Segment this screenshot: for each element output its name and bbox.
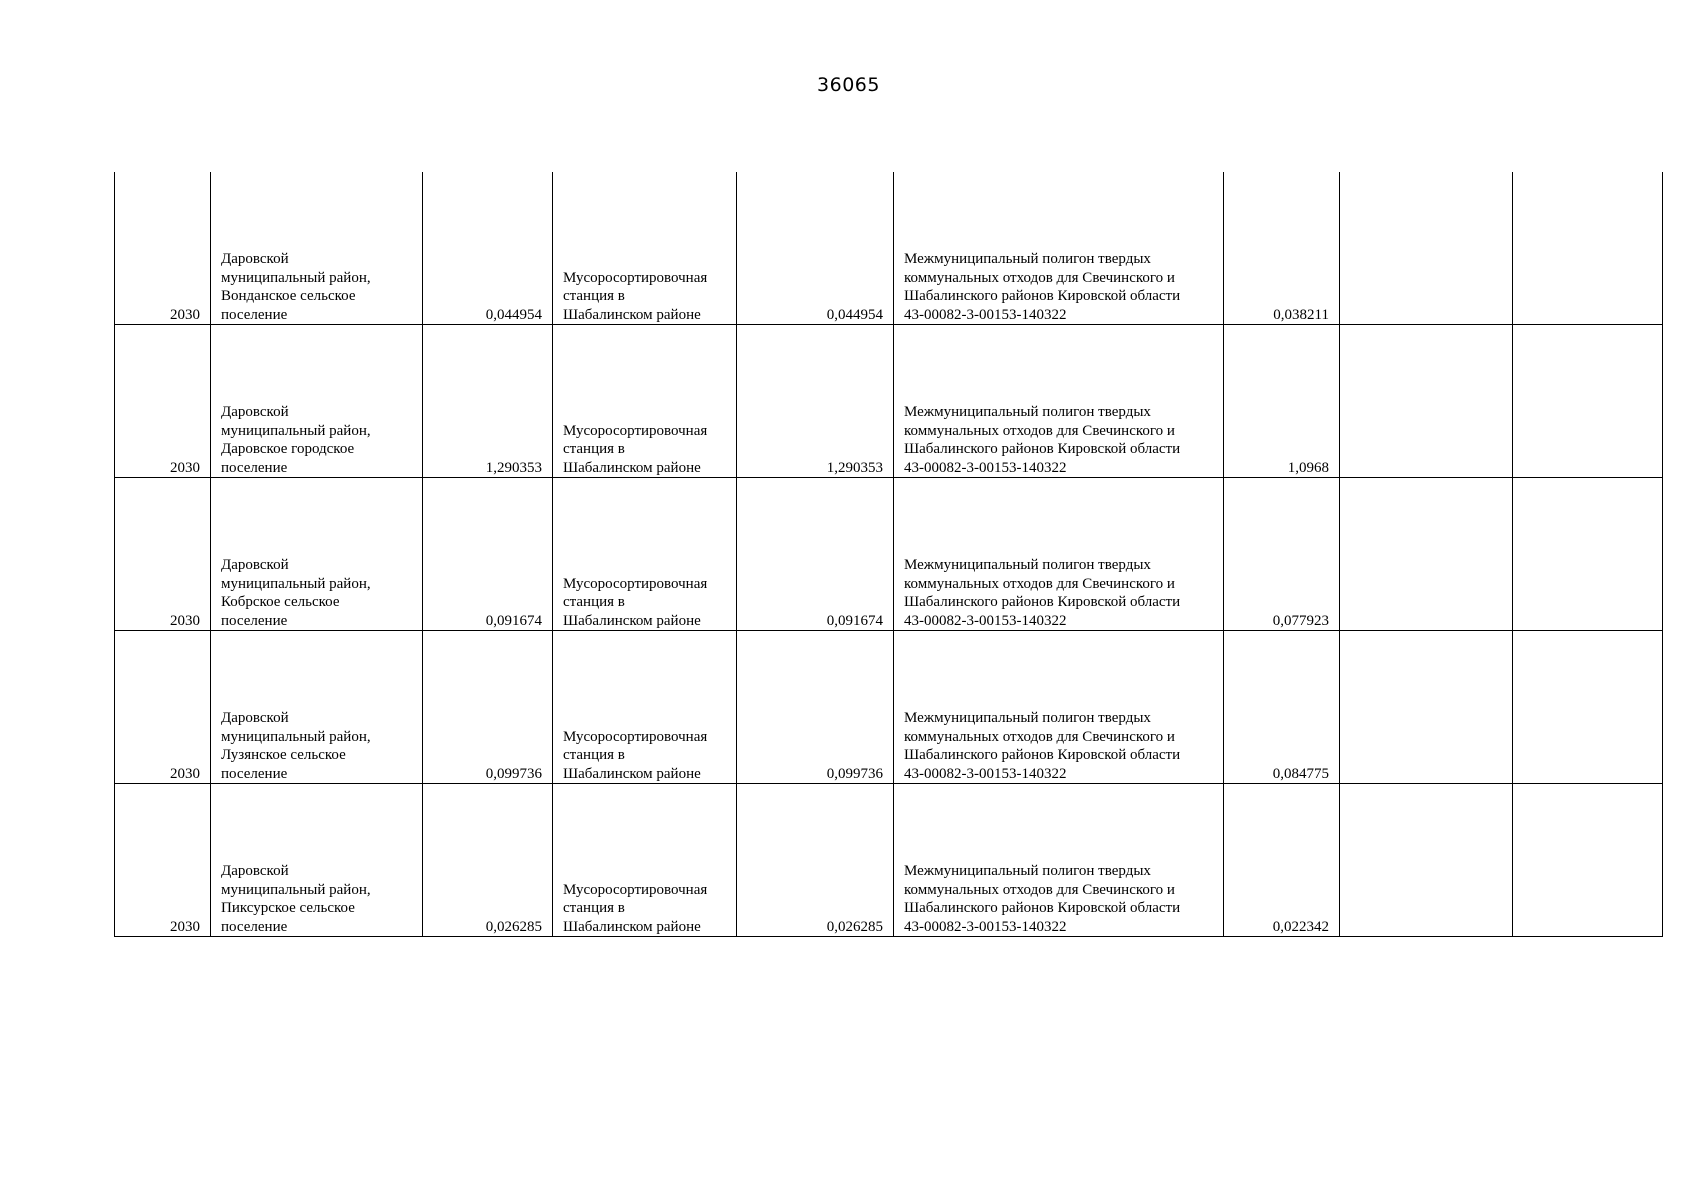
source-municipality-cell-text: Даровской муниципальный район, Вонданское сельское поселение [221,251,371,323]
processing-facility-cell [553,325,737,478]
mass-generated-cell [423,172,553,325]
empty-cell [1340,478,1513,631]
source-municipality-cell-text: Даровской муниципальный район, Кобрское сельское поселение [221,557,371,629]
mass-to-disposal-cell-text: 1,0968 [1287,459,1329,476]
mass-to-facility-cell [737,325,894,478]
mass-to-disposal-cell [1224,631,1340,784]
mass-to-disposal-cell [1224,172,1340,325]
mass-generated-cell [423,478,553,631]
table-row [115,631,1663,784]
empty-cell [1340,325,1513,478]
empty-cell [1513,478,1663,631]
mass-generated-cell [423,784,553,937]
mass-generated-cell [423,325,553,478]
source-municipality-cell-text: Даровской муниципальный район, Даровское городское поселение [221,404,371,476]
mass-to-facility-cell-text: 0,026285 [826,918,883,935]
processing-facility-cell-text: Мусоросортировочная станция в Шабалинском районе [563,422,708,476]
disposal-site-cell [894,631,1224,784]
source-municipality-cell [211,172,423,325]
disposal-site-cell-text: Межмуниципальный полигон твердых коммунальных отходов для Свечинского и Шабалинского районов Кировской области 43-00082-3-00153-140322 [904,404,1181,476]
source-municipality-cell [211,631,423,784]
disposal-site-cell-text: Межмуниципальный полигон твердых коммунальных отходов для Свечинского и Шабалинского районов Кировской области 43-00082-3-00153-140322 [904,863,1181,935]
empty-cell [1513,631,1663,784]
processing-facility-cell-text: Мусоросортировочная станция в Шабалинском районе [563,575,708,629]
source-municipality-cell [211,478,423,631]
mass-to-facility-cell-text: 0,091674 [826,612,883,629]
mass-to-facility-cell [737,784,894,937]
mass-to-facility-cell-text: 1,290353 [826,459,883,476]
disposal-site-cell-text: Межмуниципальный полигон твердых коммунальных отходов для Свечинского и Шабалинского районов Кировской области 43-00082-3-00153-140322 [904,710,1181,782]
mass-to-disposal-cell-text: 0,022342 [1272,918,1329,935]
empty-cell [1513,325,1663,478]
source-municipality-cell [211,325,423,478]
disposal-site-cell-text: Межмуниципальный полигон твердых коммунальных отходов для Свечинского и Шабалинского районов Кировской области 43-00082-3-00153-140322 [904,557,1181,629]
mass-to-facility-cell [737,172,894,325]
mass-to-facility-cell [737,478,894,631]
waste-flow-table [114,172,1663,937]
disposal-site-cell [894,172,1224,325]
mass-generated-cell-text: 0,091674 [485,612,542,629]
empty-cell [1340,631,1513,784]
table-row [115,478,1663,631]
mass-to-disposal-cell-text: 0,038211 [1273,306,1329,323]
year-cell-text: 2030 [170,306,200,323]
empty-cell [1513,784,1663,937]
disposal-site-cell [894,478,1224,631]
mass-to-disposal-cell-text: 0,077923 [1272,612,1329,629]
year-cell [115,478,211,631]
mass-to-disposal-cell [1224,478,1340,631]
mass-to-facility-cell-text: 0,099736 [826,765,883,782]
year-cell-text: 2030 [170,459,200,476]
year-cell [115,325,211,478]
mass-to-facility-cell-text: 0,044954 [826,306,883,323]
mass-to-disposal-cell-text: 0,084775 [1272,765,1329,782]
table-body [115,172,1663,937]
mass-generated-cell-text: 0,044954 [485,306,542,323]
empty-cell [1513,172,1663,325]
disposal-site-cell-text: Межмуниципальный полигон твердых коммунальных отходов для Свечинского и Шабалинского районов Кировской области 43-00082-3-00153-140322 [904,251,1181,323]
year-cell-text: 2030 [170,765,200,782]
source-municipality-cell-text: Даровской муниципальный район, Лузянское сельское поселение [221,710,371,782]
processing-facility-cell-text: Мусоросортировочная станция в Шабалинском районе [563,881,708,935]
mass-generated-cell-text: 1,290353 [485,459,542,476]
processing-facility-cell [553,631,737,784]
table-row [115,172,1663,325]
mass-generated-cell-text: 0,026285 [485,918,542,935]
year-cell [115,784,211,937]
mass-to-disposal-cell [1224,784,1340,937]
disposal-site-cell [894,784,1224,937]
year-cell [115,172,211,325]
empty-cell [1340,784,1513,937]
processing-facility-cell-text: Мусоросортировочная станция в Шабалинском районе [563,269,708,323]
mass-generated-cell [423,631,553,784]
source-municipality-cell-text: Даровской муниципальный район, Пиксурское сельское поселение [221,863,371,935]
table-row [115,325,1663,478]
processing-facility-cell [553,478,737,631]
processing-facility-cell-text: Мусоросортировочная станция в Шабалинском районе [563,728,708,782]
source-municipality-cell [211,784,423,937]
processing-facility-cell [553,172,737,325]
mass-generated-cell-text: 0,099736 [485,765,542,782]
processing-facility-cell [553,784,737,937]
disposal-site-cell [894,325,1224,478]
table-row [115,784,1663,937]
year-cell-text: 2030 [170,918,200,935]
year-cell [115,631,211,784]
year-cell-text: 2030 [170,612,200,629]
page-number: 36065 [817,74,880,96]
empty-cell [1340,172,1513,325]
mass-to-facility-cell [737,631,894,784]
mass-to-disposal-cell [1224,325,1340,478]
